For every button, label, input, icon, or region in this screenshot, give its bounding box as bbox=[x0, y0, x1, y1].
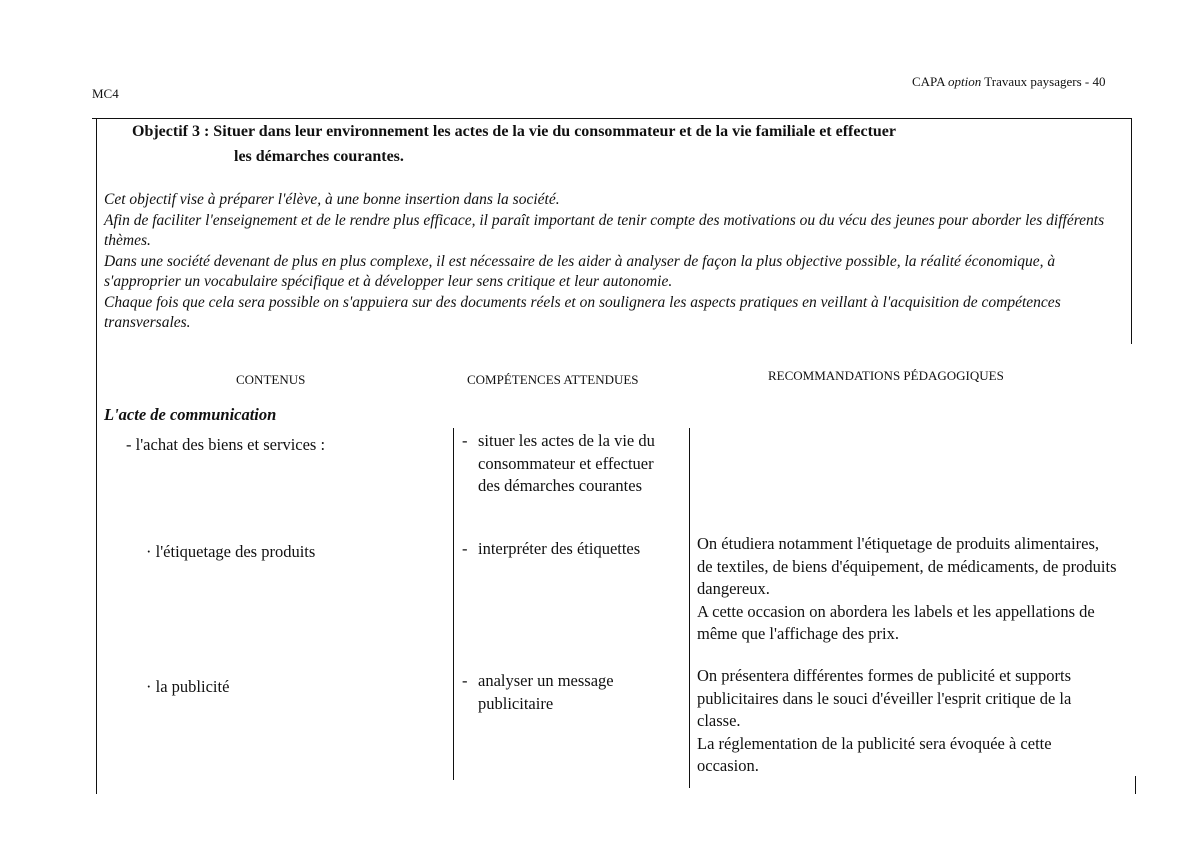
row-competence bbox=[462, 430, 682, 498]
row-competence bbox=[462, 670, 682, 715]
row-content: · l'étiquetage des produits bbox=[146, 542, 316, 561]
header-module-code: MC4 bbox=[92, 86, 119, 101]
frame-left-border bbox=[96, 118, 97, 794]
header-course: CAPA bbox=[912, 74, 945, 89]
column-divider-1 bbox=[453, 428, 454, 780]
intro-line: Cet objectif vise à préparer l'élève, à une bonne insertion dans la société. bbox=[104, 191, 560, 208]
objective-title-line-1: Objectif 3 : Situer dans leur environnement les actes de la vie du consommateur et de la vie familiale et effectuer bbox=[132, 123, 897, 140]
column-divider-2 bbox=[689, 428, 690, 788]
objective-title-line-2: les démarches courantes. bbox=[234, 148, 404, 165]
row-recommendation bbox=[697, 533, 1117, 646]
frame-right-border-lower bbox=[1135, 776, 1136, 794]
row-content: · la publicité bbox=[146, 677, 230, 696]
intro-text bbox=[104, 190, 1134, 334]
recommendation-text: A cette occasion on abordera les labels et les appellations de même que l'affichage des prix. bbox=[697, 601, 1095, 643]
recommendation-text: On étudiera notamment l'étiquetage de produits alimentaires, de textiles, de biens d'équipement, de médicaments, de produits dangereux. bbox=[697, 534, 1117, 598]
competence-dash: - bbox=[462, 539, 468, 558]
competence-dash: - bbox=[462, 431, 468, 450]
section-title: L'acte de communication bbox=[104, 405, 277, 424]
header-option: option bbox=[948, 74, 982, 89]
row-content: - l'achat des biens et services : bbox=[126, 435, 326, 454]
row-competence bbox=[462, 538, 692, 561]
intro-line: Afin de faciliter l'enseignement et de le rendre plus efficace, il paraît important de tenir compte des motivations ou du vécu des jeunes pour aborder les différents thèmes. bbox=[104, 211, 1105, 249]
column-header-recommandations: RECOMMANDATIONS PÉDAGOGIQUES bbox=[768, 368, 1004, 383]
intro-line: Chaque fois que cela sera possible on s'appuiera sur des documents réels et on soulignera les aspects pratiques en veillant à l'acquisition de compétences transversales. bbox=[104, 293, 1061, 331]
competence-text: situer les actes de la vie du consommateur et effectuer des démarches courantes bbox=[478, 431, 655, 495]
header-page: Travaux paysagers - 40 bbox=[984, 74, 1106, 89]
intro-line: Dans une société devenant de plus en plus complexe, il est nécessaire de les aider à analyser de façon la plus objective possible, la réalité économique, à s'approprier un vocabulaire spécifique et à développer leur sens critique et leur autonomie. bbox=[104, 252, 1056, 290]
recommendation-text: La réglementation de la publicité sera évoquée à cette occasion. bbox=[697, 733, 1052, 775]
recommendation-text: On présentera différentes formes de publicité et supports publicitaires dans le souci d'éveiller l'esprit critique de la classe. bbox=[697, 666, 1072, 730]
column-header-contenus: CONTENUS bbox=[236, 372, 306, 387]
column-header-competences: COMPÉTENCES ATTENDUES bbox=[467, 372, 639, 387]
objective-title bbox=[132, 119, 1122, 169]
competence-text: interpréter des étiquettes bbox=[478, 539, 641, 558]
competence-text: analyser un message publicitaire bbox=[478, 671, 614, 713]
header-course-page bbox=[912, 74, 1105, 90]
row-recommendation bbox=[697, 665, 1117, 778]
competence-dash: - bbox=[462, 671, 468, 690]
